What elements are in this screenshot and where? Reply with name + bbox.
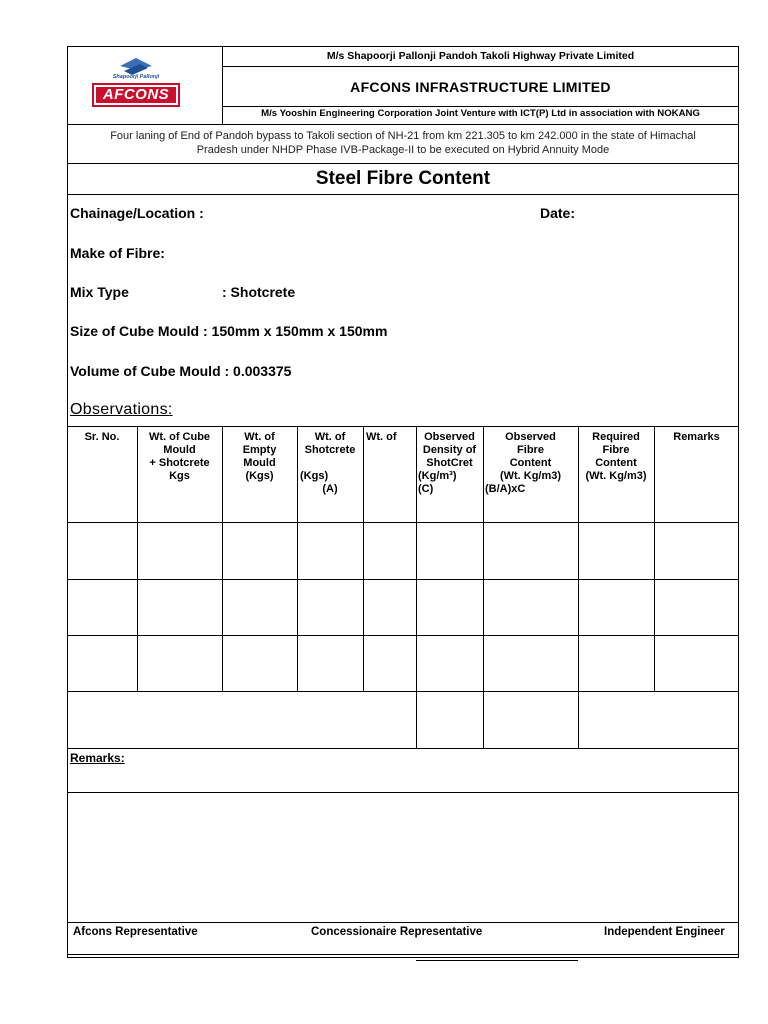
col2-line1: Wt. of Cube [148,431,211,443]
col3-line3: Mould [243,457,276,469]
col8-line4: (Wt. Kg/m3) [585,470,647,482]
col-header-observed-density [416,431,483,496]
mix-type-value: : Shotcrete [222,284,296,300]
header-line-1: M/s Shapoorji Pallonji Pandoh Takoli Highway Private Limited [326,50,635,62]
mix-type-label: Mix Type [70,284,129,300]
col7-line3: Content [509,457,552,469]
footer-stub-rule [416,960,578,961]
table-top-rule [67,426,739,427]
concessionaire-representative: Concessionaire Representative [311,926,483,938]
col4-line3: (Kgs) [300,470,329,482]
table-row-rule-1 [67,579,739,580]
logo-brand-text: AFCONS [102,86,170,103]
remarks-label: Remarks: [70,751,125,765]
table-row-rule-2 [67,635,739,636]
company-logo [90,54,182,110]
col-header-observed-fibre [483,431,578,496]
col7-line2: Fibre [517,444,544,456]
title-bottom-rule [67,194,739,195]
col8-line2: Fibre [602,444,630,456]
observations-heading: Observations: [70,401,173,418]
independent-engineer: Independent Engineer [604,926,725,938]
col-header-remarks: Remarks [673,431,720,443]
col-header-sr-no: Sr. No. [84,431,120,443]
table-row-rule-3 [67,691,739,692]
col2-line3: + Shotcrete [149,457,210,469]
table-bottom-rule [67,748,739,749]
col-divider-8 [654,426,655,691]
table-header-rule [67,522,739,523]
cube-size-label: Size of Cube Mould : 150mm x 150mm x 150mm [70,323,388,339]
header-rule-1 [222,66,739,67]
col8-line1: Required [592,431,640,443]
header-line-3: M/s Yooshin Engineering Corporation Joint Venture with ICT(P) Ltd in association with NOKANG [261,108,700,119]
col2-line2: Mould [163,444,196,456]
col-header-required-fibre [578,431,654,483]
col8-line3: Content [595,457,637,469]
project-line-2: Pradesh under NHDP Phase IVB-Package-II to be executed on Hybrid Annuity Mode [196,144,610,156]
header-bottom-rule [67,124,739,125]
col7-line5: (B/A)xC [485,483,526,495]
project-bottom-rule [67,163,739,164]
col7-line1: Observed [505,431,556,443]
col6-line3: ShotCret [426,457,473,469]
remarks-rule [67,792,739,793]
col4-line4: (A) [322,483,338,495]
col3-line4: (Kgs) [245,470,274,482]
col6-line2: Density of [422,444,477,456]
col6-line5: (C) [418,483,434,495]
header-rule-2 [222,106,739,107]
col-header-wt-of: Wt. of [366,431,397,443]
col-header-wt-cube-mould [137,431,222,483]
date-label: Date: [540,205,576,221]
cube-volume-label: Volume of Cube Mould : 0.003375 [70,363,292,379]
col3-line2: Empty [242,444,277,456]
afcons-representative: Afcons Representative [73,926,198,938]
header-line-2: AFCONS INFRASTRUCTURE LIMITED [350,79,611,95]
col-divider-4 [363,426,364,691]
signature-top-rule [67,922,739,923]
logo-parent-text: Shapoorji Pallonji [112,74,160,80]
col-header-wt-shotcrete [297,431,363,496]
chainage-label: Chainage/Location : [70,205,204,221]
col6-line1: Observed [424,431,475,443]
col3-line1: Wt. of [244,431,275,443]
page-title: Steel Fibre Content [315,168,491,189]
col-header-wt-empty-mould [222,431,297,483]
col4-line1: Wt. of [314,431,346,443]
project-line-1: Four laning of End of Pandoh bypass to Takoli section of NH-21 from km 221.305 to km 242.000 in the state of Himachal [110,130,696,142]
col7-line4: (Wt. Kg/m3) [499,470,562,482]
col6-line4: (Kg/m³) [418,470,457,482]
col4-line2: Shotcrete [304,444,356,456]
make-of-fibre-label: Make of Fibre: [70,245,165,261]
signature-bottom-rule [67,954,739,955]
col2-line4: Kgs [169,470,190,482]
